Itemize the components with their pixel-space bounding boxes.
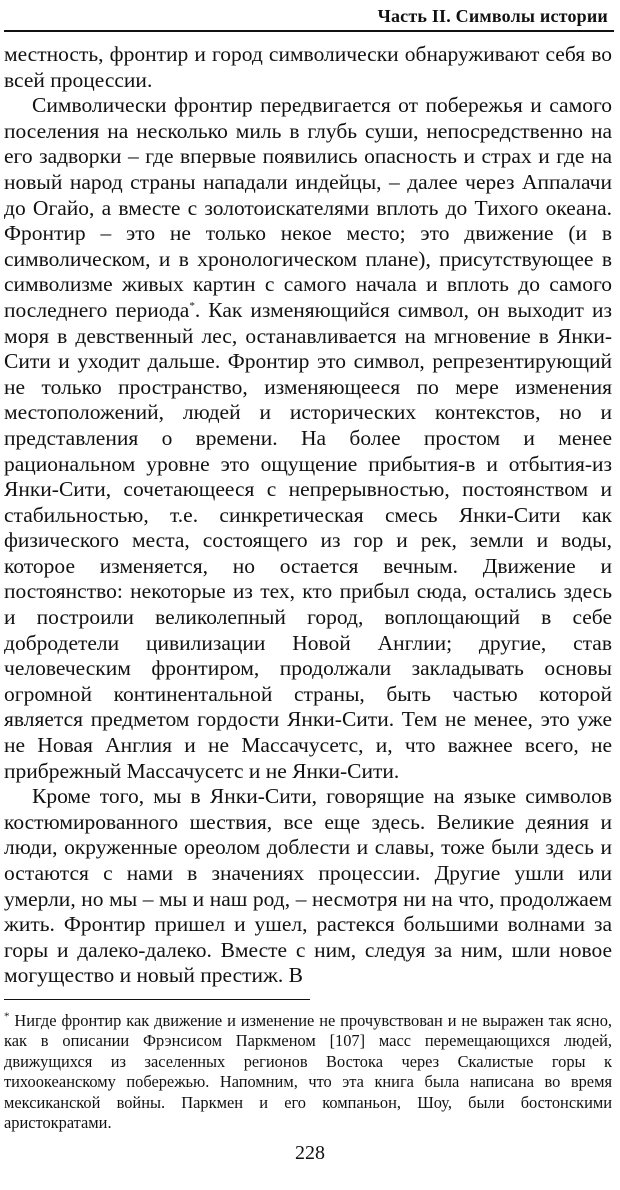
- footnote-mark: *: [4, 1010, 10, 1023]
- page-number: 228: [295, 1142, 325, 1164]
- paragraph-frontier-text-2: . Как изменяющийся символ, он выходит из моря в девственный лес, останавливается на мгновение в Янки-Сити и уходит дальше. Фронтир это символ, репрезентирующий не только пространство, изменяющееся по мере изменения местоположений, людей и исторических контекстов, но и представления о времени. На более простом и менее рациональном уровне это ощущение прибытия-в и отбытия-из Янки-Сити, сочетающееся с непрерывностью, постоянством и стабильностью, т.е. синкретическая смесь Янки-Сити как физического места, состоящего из гор и рек, земли и воды, которое изменяется, но остается вечным. Движение и постоянство: некоторые из тех, кто прибыл сюда, остались здесь и построили великолепный город, воплощающий в себе добродетели цивилизации Новой Англии; другие, став человеческим фронтиром, продолжали закладывать основы огромной континентальной страны, быть частью которой является предметом гордости Янки-Сити. Тем не менее, это уже не Новая Англия и не Массачусетс, и, что важнее всего, не прибрежный Массачусетс и не Янки-Сити.: [4, 297, 613, 783]
- paragraph-frontier: [4, 93, 612, 784]
- footnote: [4, 1011, 612, 1133]
- paragraph-continued: местность, фронтир и город символически обнаруживают себя во всей процессии.: [4, 42, 612, 92]
- footnote-reference: *: [189, 299, 195, 312]
- running-head: Часть II. Символы истории: [377, 6, 608, 26]
- footnote-text: Нигде фронтир как движение и изменение не прочувствован и не выражен так ясно, как в описании Фрэнсисом Паркменом [107] масс перемещающихся людей, движущихся из заселенных регионов Востока через Скалистые горы к тихоокеанскому побережью. Напомним, что эта книга была написана во время мексиканской войны. Паркмен и его компаньон, Шоу, были бостонскими аристократами.: [4, 1011, 612, 1133]
- paragraph-procession: Кроме того, мы в Янки-Сити, говорящие на языке символов костюмированного шествия, все еще здесь. Великие деяния и люди, окруженные ореолом доблести и славы, тоже были здесь и остаются с нами в значениях процессии. Другие ушли или умерли, но мы – мы и наш род, – несмотря ни на что, продолжаем жить. Фронтир пришел и ушел, растекся большими волнами за горы и далеко-далеко. Вместе с ним, следуя за ним, шли новое могущество и новый престиж. В: [4, 784, 612, 988]
- footnote-rule: [4, 999, 310, 1000]
- paragraph-frontier-text-1: Символически фронтир передвигается от побережья и самого поселения на несколько миль в глубь суши, непосредственно на его задворки – где впервые появились опасность и страх и где на новый народ страны нападали индейцы, – далее через Аппалачи до Огайо, а вместе с золотоискателями вплоть до Тихого океана. Фронтир – это не только некое место; это движение (и в символическом, и в хронологическом плане), присутствующее в символизме живых картин с самого начала и вплоть до самого последнего периода: [4, 93, 612, 322]
- body-text: [4, 42, 612, 989]
- header-rule: [4, 30, 614, 32]
